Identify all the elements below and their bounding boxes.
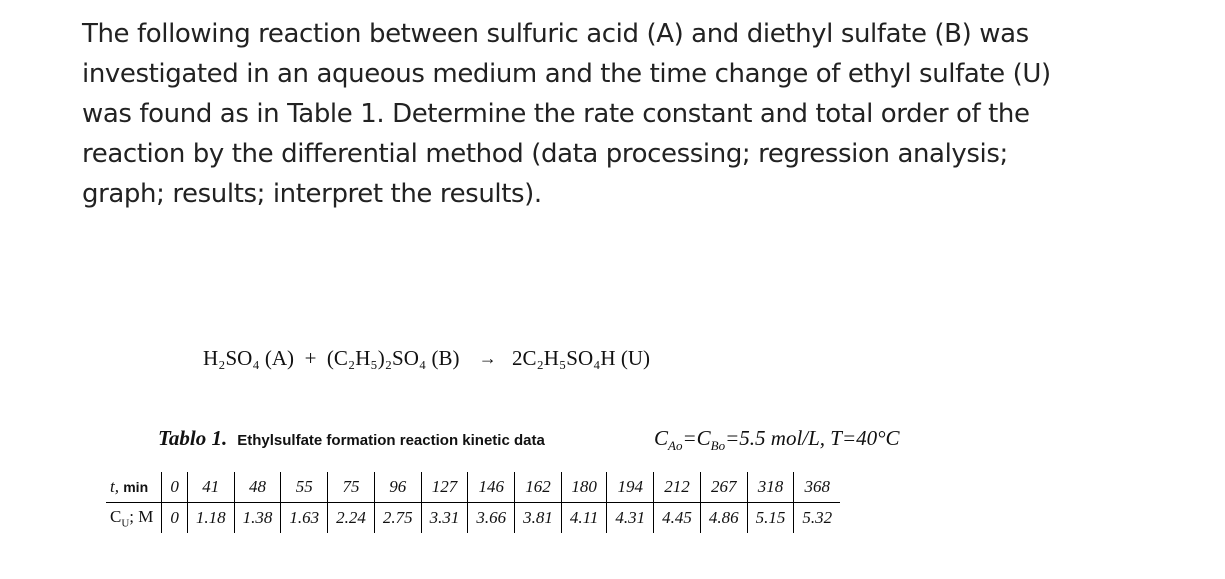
time-cell: 267 [700, 472, 747, 503]
reaction-arrow-icon: → [478, 348, 497, 368]
concentration-cell: 3.31 [421, 503, 468, 534]
time-header-var: t, [110, 477, 119, 496]
c-a-symbol: C [654, 426, 669, 450]
table-caption [158, 426, 545, 451]
reaction-equation [203, 346, 650, 371]
concentration-cell: 4.11 [561, 503, 607, 534]
problem-statement: The following reaction between sulfuric acid (A) and diethyl sulfate (B) was investigated in an aqueous medium and the time change of ethyl sulfate (U) was found as in Table 1. Determine the rate constant and total order of the reaction by the differential method (data processing; regression analysis; graph; results; interpret the results). [82, 19, 1051, 209]
concentration-cell: 2.24 [328, 503, 375, 534]
time-cell: 368 [794, 472, 840, 503]
reactant-a: H₂SO₄ (A) [203, 346, 295, 370]
time-cell: 41 [187, 472, 234, 503]
time-cell: 146 [468, 472, 515, 503]
time-cell: 212 [654, 472, 701, 503]
time-cell: 48 [234, 472, 281, 503]
concentration-cell: 5.32 [794, 503, 840, 534]
concentration-cell: 3.66 [468, 503, 515, 534]
time-cell: 162 [515, 472, 562, 503]
conditions-value: =5.5 mol/L, T=40°C [725, 426, 900, 450]
conc-header-symbol: C [110, 506, 122, 526]
concentration-cell: 4.31 [607, 503, 654, 534]
concentration-header [106, 503, 162, 534]
concentration-cell: 4.45 [654, 503, 701, 534]
kinetic-data-table [106, 472, 840, 533]
concentration-cell: 5.15 [747, 503, 794, 534]
reactant-b: (C₂H₅)₂SO₄ (B) [326, 346, 460, 370]
table-row-time [106, 472, 840, 503]
time-header-unit: min [123, 479, 149, 495]
concentration-cell: 3.81 [515, 503, 562, 534]
conc-header-unit: ; M [129, 506, 154, 526]
time-cell: 180 [561, 472, 607, 503]
c-b-symbol: C [696, 426, 711, 450]
time-header [106, 472, 162, 503]
table-caption-text: Ethylsulfate formation reaction kinetic data [237, 432, 545, 449]
table-caption-label: Tablo 1. [158, 426, 228, 450]
conc-header-sub: U [121, 517, 130, 530]
time-cell: 0 [162, 472, 188, 503]
time-cell: 194 [607, 472, 654, 503]
concentration-cell: 1.38 [234, 503, 281, 534]
table-row-concentration [106, 503, 840, 534]
product: 2C₂H₅SO₄H (U) [511, 346, 651, 370]
time-cell: 127 [421, 472, 468, 503]
concentration-cell: 2.75 [374, 503, 421, 534]
time-cell: 55 [281, 472, 328, 503]
time-cell: 75 [328, 472, 375, 503]
plus-sign: + [304, 346, 317, 370]
concentration-cell: 0 [162, 503, 188, 534]
initial-conditions: $C_{Ao}=C_{Bo}=5.5$ mol/L, T=40°C [654, 426, 900, 454]
time-cell: 318 [747, 472, 794, 503]
c-a-sub: Ao [668, 438, 683, 454]
concentration-cell: 1.63 [281, 503, 328, 534]
time-cell: 96 [374, 472, 421, 503]
concentration-cell: 1.18 [187, 503, 234, 534]
c-b-sub: Bo [710, 438, 726, 454]
concentration-cell: 4.86 [700, 503, 747, 534]
